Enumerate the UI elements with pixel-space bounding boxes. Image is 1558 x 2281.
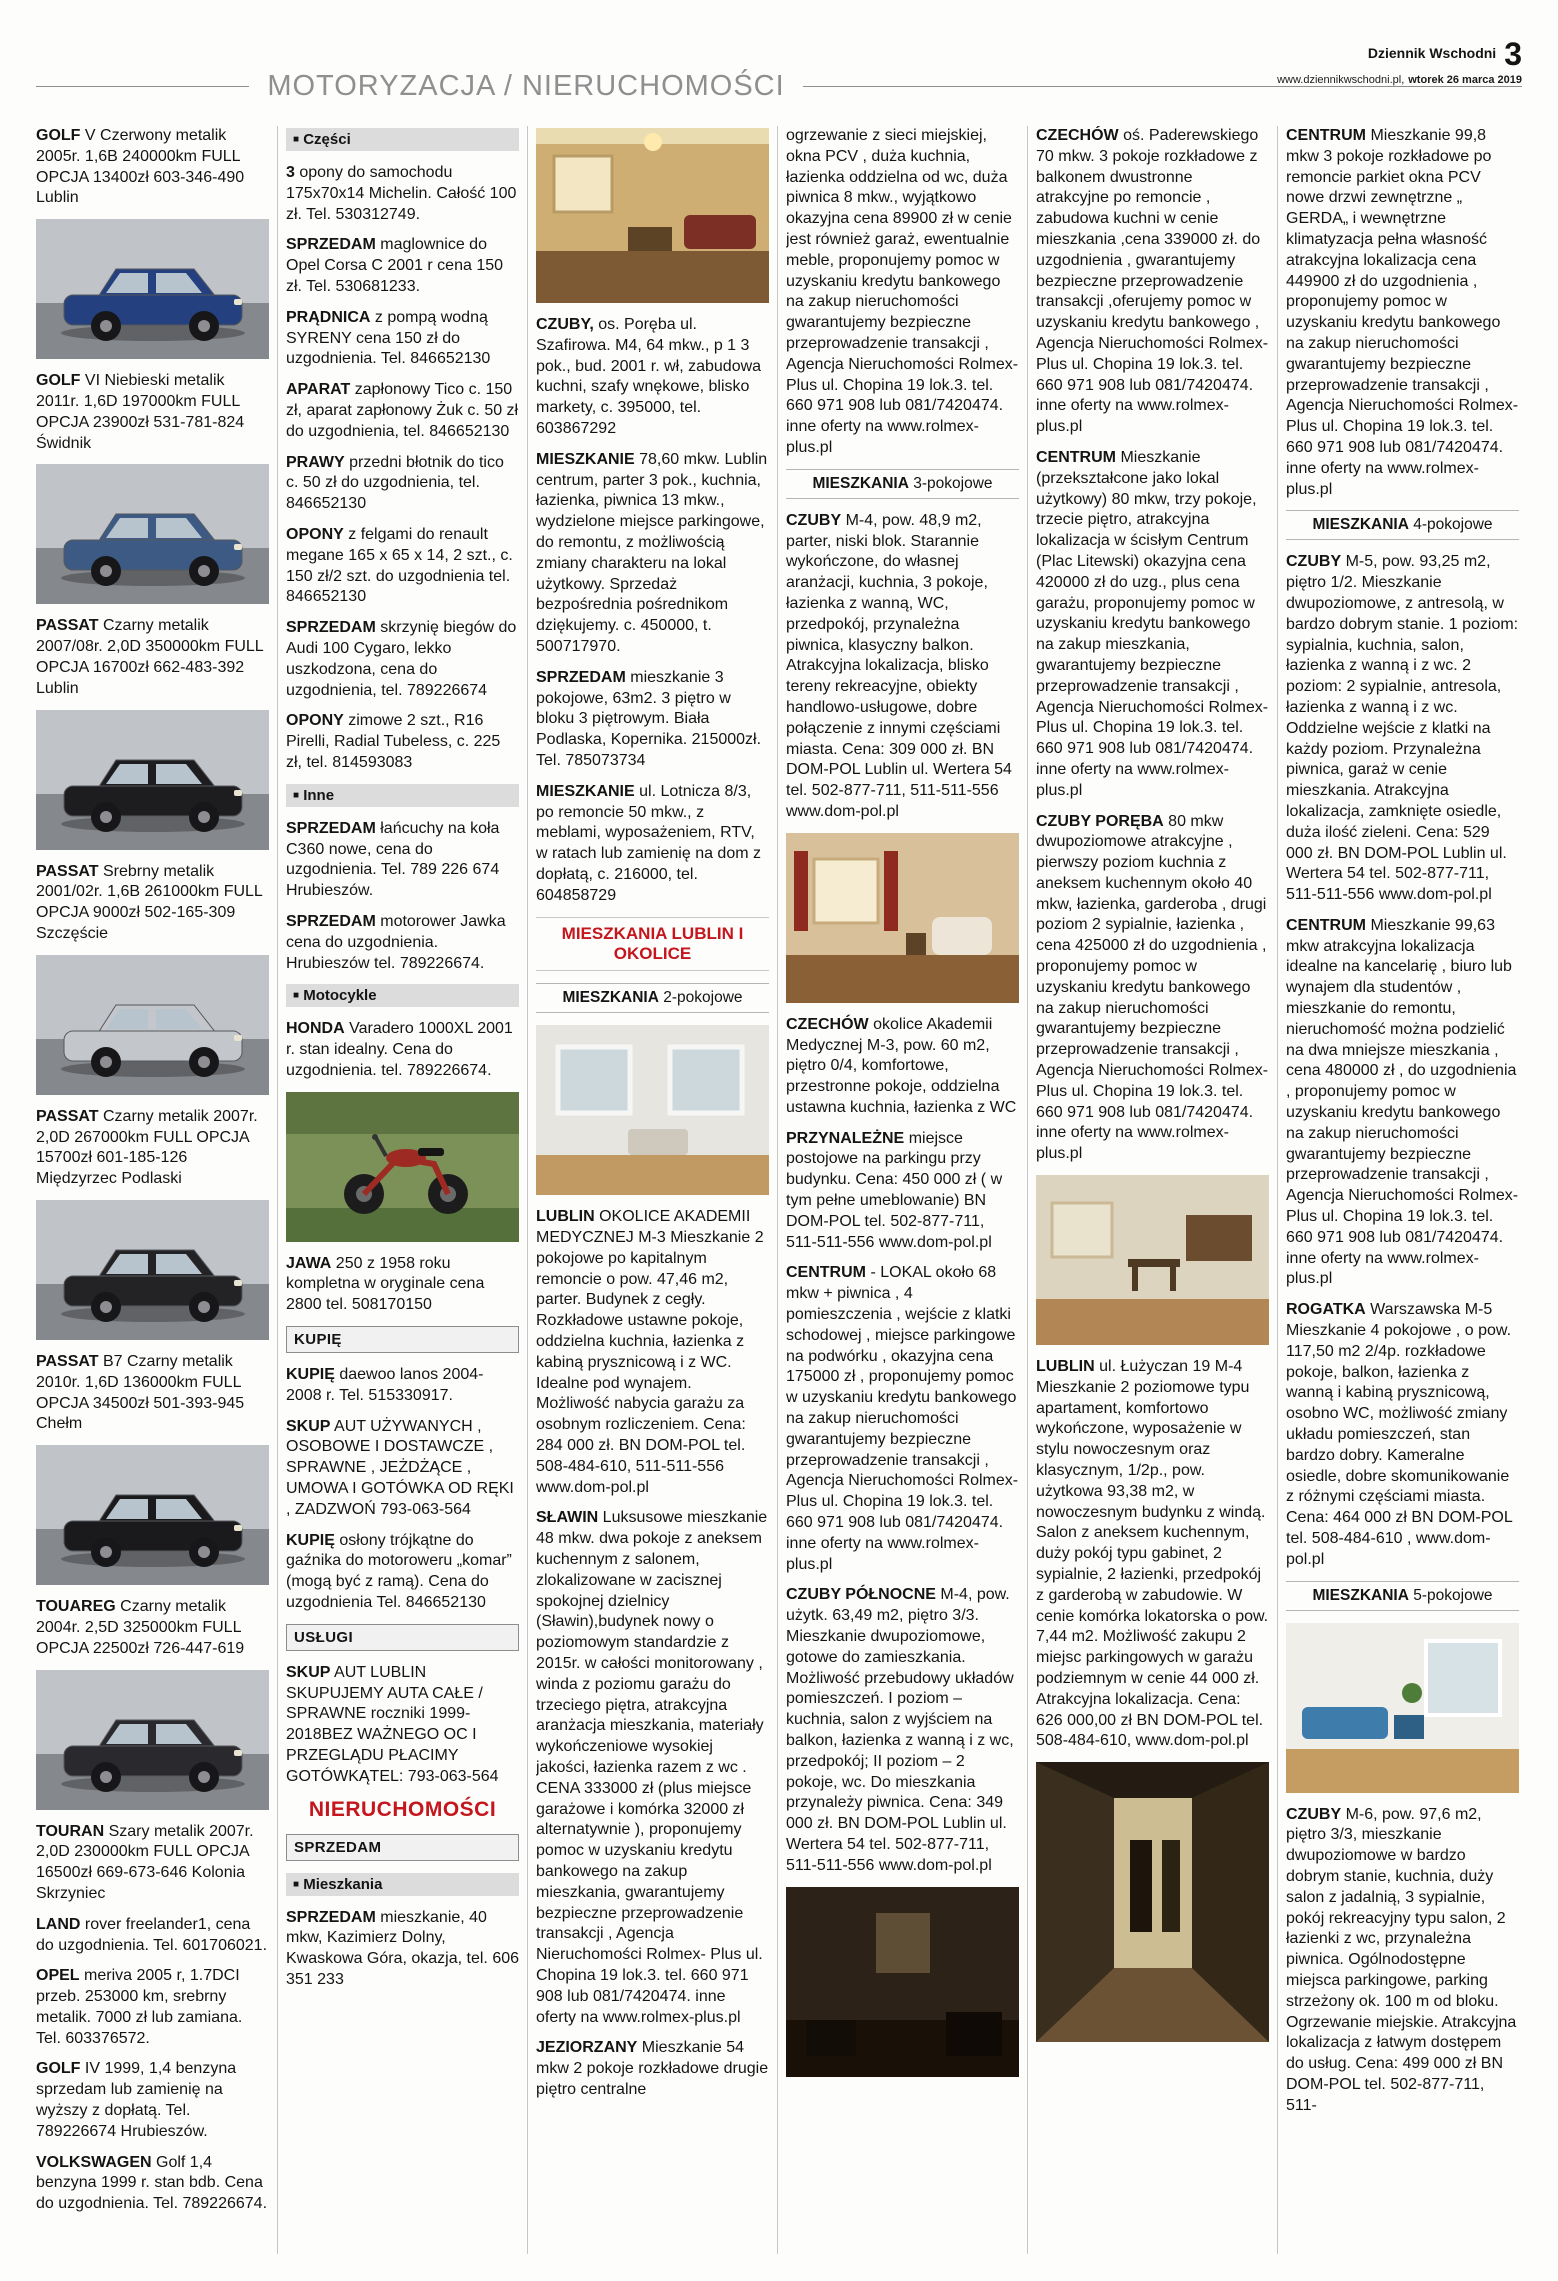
ad-lead: OPEL — [36, 1967, 80, 1985]
classified-ad — [36, 1915, 269, 1957]
ad-text: zapłonowy Tico c. 150 zł, aparat zapłonowy Żuk c. 50 zł do uzgodnienia, tel. 846652130 — [286, 381, 519, 440]
classified-ad — [286, 711, 519, 773]
section-banner-label: MIESZKANIA LUBLIN I OKOLICE — [561, 923, 744, 963]
ad-lead: CENTRUM — [1286, 127, 1366, 144]
listing-category-lead: MIESZKANIA — [562, 989, 659, 1007]
golf-vi-photo — [36, 464, 269, 604]
classified-ad — [1286, 1805, 1519, 2117]
ad-lead: 3 — [286, 164, 295, 181]
section-banner — [286, 1798, 519, 1822]
ad-lead: GOLF — [36, 372, 81, 390]
ad-lead: SPRZEDAM — [286, 1908, 376, 1926]
ad-text: miejsce postojowe na parkingu przy budynku. Cena: 450 000 zł ( w tym pełne umeblowanie) BN DOM-POL tel. 502-877-711, 511-511-556 www.dom-pol.pl — [786, 1129, 1003, 1251]
ad-text: B7 Czarny metalik 2010r. 1,6D 136000km FULL OPCJA 34500zł 501-393-945 Chełm — [36, 1352, 245, 1433]
ad-lead: APARAT — [286, 381, 351, 399]
masthead-top — [1277, 36, 1522, 73]
ad-lead: MIESZKANIE — [536, 450, 635, 468]
ad-text: Szary metalik 2007r. 2,0D 230000km FULL OPCJA 16500zł 669-673-646 Kolonia Skrzyniec — [36, 1822, 254, 1902]
ad-text: opony do samochodu 175x70x14 Michelin. Całość 100 zł. Tel. 530312749. — [286, 164, 517, 223]
category-box-header — [286, 1624, 519, 1651]
classified-ad — [36, 1966, 269, 2049]
classified-ad — [286, 1663, 519, 1788]
ad-lead: PASSAT — [36, 1107, 99, 1125]
category-box-label: USŁUGI — [294, 1628, 354, 1646]
section-title — [186, 66, 866, 105]
classified-ad — [1036, 812, 1269, 1166]
ad-text: maglownice do Opel Corsa C 2001 r cena 150 zł. Tel. 530681233. — [286, 236, 504, 295]
ad-text: osłony trójkątne do gaźnika do motoroweru „komar” (mogą być z ramą). Cena do uzgodnienia Tel. 846652130 — [286, 1531, 512, 1612]
listing-category-header — [536, 983, 769, 1013]
listing-category-label: 5-pokojowe — [1413, 1586, 1493, 1604]
ad-text: M-5, pow. 93,25 m2, piętro 1/2. Mieszkanie dwupoziomowe, z antresolą, w bardzo dobrym stanie. 1 poziom: sypialnia, kuchnia, salon, łazienka z wanną i z wc. 2 poziom: 2 sypialnie, antresola, łazienka z wanną i z wc. Oddzielne wejście z klatki na każdy poziom. Przynależna piwnica, garaż w cenie mieszkania. Atrakcyjna lokalizacja, zamknięte osiedle, duża ilość zieleni. Cena: 529 000 zł. BN DOM-POL Lublin ul. Wertera 54 tel. 502-877-711, 511-511-556 www.dom-pol.pl — [1286, 553, 1519, 904]
ad-text: zimowe 2 szt., R16 Pirelli, Radial Tubeless, c. 225 zł, tel. 814593083 — [286, 712, 501, 771]
motorcycle-photo — [286, 1092, 519, 1242]
classified-ad — [286, 163, 519, 225]
ad-lead: SŁAWIN — [536, 1509, 599, 1527]
ad-text: Mieszkanie 99,63 mkw atrakcyjna lokalizacja idealne na kancelarię , biuro lub wynajem dla studentów , mieszkanie do remontu, nieruchomość można podzielić na dwa mniejsze mieszkania , cena 480000 zł , do uzgodnienia , proponujemy pomoc w uzyskaniu kredytu bankowego na zakup nieruchomości gwarantujemy bezpieczne przeprowadzenie transakcji , Agencja Nieruchomości Rolmex- Plus ul. Chopina 19 lok.3. tel. 660 971 908 lub 081/7420474. inne oferty na www.rolmex-plus.pl — [1286, 916, 1519, 1288]
classified-ad — [286, 235, 519, 297]
ad-lead: CENTRUM — [786, 1264, 866, 1282]
ad-lead: OPONY — [286, 525, 344, 543]
ad-text: VI Niebieski metalik 2011r. 1,6D 197000km FULL OPCJA 23900zł 531-781-824 Świdnik — [36, 372, 245, 452]
ad-text: IV 1999, 1,4 benzyna sprzedam lub zamienię na wyższy z dopłatą. Tel. 789226674 Hrubieszów. — [36, 2060, 237, 2140]
ad-text: z pompą wodną SYRENY cena 150 zł do uzgodnienia. Tel. 846652130 — [286, 308, 491, 368]
column-6 — [1286, 126, 1519, 2254]
page-number: 3 — [1504, 36, 1522, 72]
ad-lead: CZUBY, — [536, 316, 594, 333]
ad-lead: PRĄDNICA — [286, 308, 371, 326]
ad-text: Czarny metalik 2007r. 2,0D 267000km FULL OPCJA 15700zł 601-185-126 Międzyrzec Podlaski — [36, 1107, 258, 1188]
classified-ad — [286, 1417, 519, 1521]
ad-text: z felgami do renault megane 165 x 65 x 14, 2 szt., c. 150 zł/2 szt. do uzgodnienia tel. 846652130 — [286, 525, 513, 606]
ad-text: przedni błotnik do tico c. 50 zł do uzgodnienia, tel. 846652130 — [286, 453, 504, 513]
column-3 — [536, 126, 769, 2254]
column-divider — [777, 126, 778, 2254]
subheader-label: Inne — [303, 786, 335, 804]
classified-ad — [1036, 1357, 1269, 1752]
classified-ad — [36, 1597, 269, 1659]
ad-text: łańcuchy na koła C360 nowe, cena do uzgodnienia. Tel. 789 226 674 Hrubieszów. — [286, 819, 500, 900]
ad-text: Srebrny metalik 2001/02r. 1,6B 261000km FULL OPCJA 9000zł 502-165-309 Szczęście — [36, 862, 263, 942]
ad-text: M-4, pow. 48,9 m2, parter, niski blok. Starannie wykończone, do własnej aranżacji, kuchnia, 3 pokoje, łazienka z wanną, WC, przedpokój, przynależna piwnica, klasyczny balkon. Atrakcyjna lokalizacja, blisko tereny rekreacyjne, obiekty handlowo-usługowe, dobre połączenie z innymi częściami miasta. Cena: 309 000 zł. BN DOM-POL Lublin ul. Wertera 54 tel. 502-877-711, 511-511-556 www.dom-pol.pl — [786, 511, 1012, 820]
ad-lead: GOLF — [36, 2060, 81, 2078]
passat-czarny-photo — [36, 1200, 269, 1340]
ad-lead: CZUBY — [786, 511, 842, 529]
classified-ad — [1286, 1300, 1519, 1570]
passat-b7-photo — [36, 1445, 269, 1585]
classified-ad — [36, 2153, 269, 2215]
classified-ad — [286, 912, 519, 974]
classifieds-columns — [36, 126, 1522, 2254]
ad-lead: PASSAT — [36, 617, 99, 635]
ad-text: mieszkanie, 40 mkw, Kazimierz Dolny, Kwaskowa Góra, okazja, tel. 606 351 233 — [286, 1908, 519, 1989]
ad-text: daewoo lanos 2004-2008 r. Tel. 515330917. — [286, 1366, 484, 1404]
ad-lead: SKUP — [286, 1663, 331, 1681]
column-divider — [527, 126, 528, 2254]
classified-ad — [36, 1822, 269, 1905]
corridor-photo — [1036, 1762, 1269, 2042]
classified-ad — [286, 819, 519, 902]
classified-ad — [286, 453, 519, 515]
classified-ad — [536, 2038, 769, 2100]
ad-lead: PASSAT — [36, 862, 99, 880]
classified-ad — [36, 862, 269, 945]
classified-ad — [1286, 126, 1519, 500]
ad-lead: PRZYNALEŻNE — [786, 1129, 905, 1147]
ad-lead: PASSAT — [36, 1352, 99, 1370]
classified-ad — [536, 315, 769, 440]
ad-lead: MIESZKANIE — [536, 782, 635, 800]
ad-lead: SPRZEDAM — [286, 619, 376, 637]
listing-category-label: 3-pokojowe — [913, 474, 993, 492]
ad-lead: CZUBY PÓŁNOCNE — [786, 1586, 936, 1604]
ad-text: motorower Jawka cena do uzgodnienia. Hrubieszów tel. 789226674. — [286, 912, 506, 972]
ad-lead: JEZIORZANY — [536, 2039, 638, 2057]
category-box-header — [286, 1326, 519, 1353]
ad-lead: CENTRUM — [1036, 448, 1116, 466]
ad-text: okolice Akademii Medycznej M-3, pow. 60 m2, piętro 0/4, komfortowe, przestronne pokoje, oddzielna ustawna kuchnia, łazienka z WC — [786, 1015, 1017, 1116]
ad-lead: KUPIĘ — [286, 1366, 335, 1384]
ad-lead: GOLF — [36, 127, 81, 144]
classified-ad — [286, 1019, 519, 1081]
ad-lead: JAWA — [286, 1254, 332, 1272]
ad-text: M-6, pow. 97,6 m2, piętro 3/3, mieszkanie dwupoziomowe w bardzo dobrym stanie, kuchnia, duży salon z jadalnią, 3 sypialnie, pokój rekreacyjny typu salon, 2 łazienki z wc, przynależna piwnica. Ogólnodostępne miejsca parkingowe, parking strzeżony ok. 100 m od bloku. Ogrzewanie miejskie. Atrakcyjna lokalizacja z łatwym dostępem do usług. Cena: 499 000 zł BN DOM-POL tel. 502-877-711, 511- — [1286, 1805, 1517, 2114]
ad-lead: LUBLIN — [536, 1208, 595, 1226]
ad-text: 80 mkw dwupoziomowe atrakcyjne , pierwszy poziom kuchnia z aneksem kuchennym około 40 mkw, łazienka, garderoba , drugi poziom 2 sypialnie, łazienka , cena 425000 zł do uzgodnienia , proponujemy pomoc w uzyskaniu kredytu bankowego na zakup nieruchomości gwarantujemy bezpieczne przeprowadzenie transakcji , Agencja Nieruchomości Rolmex- Plus ul. Chopina 19 lok.3. tel. 660 971 908 lub 081/7420474. inne oferty na www.rolmex-plus.pl — [1036, 812, 1269, 1163]
subheader-label: Motocykle — [303, 987, 377, 1005]
ad-text: Czarny metalik 2004r. 2,5D 325000km FULL OPCJA 22500zł 726-447-619 — [36, 1598, 245, 1657]
passat-2007-photo — [36, 710, 269, 850]
ad-lead: TOUAREG — [36, 1598, 116, 1616]
ad-text: Czarny metalik 2007/08r. 2,0D 350000km FULL OPCJA 16700zł 662-483-392 Lublin — [36, 617, 264, 697]
ad-lead: KUPIĘ — [286, 1531, 335, 1549]
ad-text: 250 z 1958 roku kompletna w oryginale cena 2800 tel. 508170150 — [286, 1254, 485, 1314]
ad-text: AUT LUBLIN SKUPUJEMY AUTA CAŁE / SPRAWNE roczniki 1999-2018BEZ WAŻNEGO OC I PRZEGLĄDU PŁACIMY GOTÓWKĄTEL: 793-063-564 — [286, 1663, 499, 1785]
ad-lead: HONDA — [286, 1020, 345, 1038]
ad-lead: SKUP — [286, 1417, 331, 1435]
classified-ad — [36, 2059, 269, 2142]
classified-ad — [536, 1207, 769, 1498]
ad-text: V Czerwony metalik 2005r. 1,6B 240000km FULL OPCJA 13400zł 603-346-490 Lublin — [36, 127, 245, 207]
classified-ad — [786, 126, 1019, 459]
ad-text: - LOKAL około 68 mkw + piwnica , 4 pomieszczenia , wejście z klatki schodowej , miejsce parkingowe na podwórku , okazyjna cena 175000 zł , proponujemy pomoc w uzyskaniu kredytu bankowego na zakup nieruchomości gwarantujemy bezpieczne przeprowadzenie transakcji , Agencja Nieruchomości Rolmex- Plus ul. Chopina 19 lok.3. tel. 660 971 908 lub 081/7420474. inne oferty na www.rolmex-plus.pl — [786, 1264, 1019, 1573]
classified-ad — [786, 1263, 1019, 1575]
ad-lead: SPRZEDAM — [286, 819, 376, 837]
blue-interior-photo — [1286, 1623, 1519, 1793]
ad-text: Warszawska M-5 Mieszkanie 4 pokojowe , o pow. 117,50 m2 2/4p. rozkładowe pokoje, balkon, łazienka z wanną i kabiną prysznicową, osobno WC, możliwość zmiany układu pomieszczeń, stan bardzo dobry. Kameralne osiedle, dobre skomunikowanie z różnymi częściami miasta. Cena: 464 000 zł BN DOM-POL tel. 508-484-610 , www.dom-pol.pl — [1286, 1301, 1513, 1568]
column-2 — [286, 126, 519, 2254]
classified-ad — [36, 616, 269, 699]
dark-room-photo — [786, 1887, 1019, 2077]
listing-category-header — [1286, 1581, 1519, 1611]
page-header — [36, 12, 1522, 114]
classified-ad — [286, 1365, 519, 1407]
section-subheader — [286, 1873, 519, 1896]
ad-text: Mieszkanie (przekształcone jako lokal użytkowy) 80 mkw, trzy pokoje, trzecie piętro, atrakcyjna lokalizacja w ścisłym Centrum (Plac Litewski) okazyjna cena 420000 zł do uzg., plus cena garażu, proponujemy pomoc w uzyskaniu kredytu bankowego na zakup mieszkania, gwarantujemy bezpieczne przeprowadzenie transakcji , Agencja Nieruchomości Rolmex- Plus ul. Chopina 19 lok.3. tel. 660 971 908 lub 081/7420474. inne oferty na www.rolmex-plus.pl — [1036, 448, 1269, 799]
ad-text: M-4, pow. użytk. 63,49 m2, piętro 3/3. Mieszkanie dwupoziomowe, gotowe do zamieszkania. Możliwość przebudowy układów pomieszczeń. I poziom – kuchnia, salon z wyjściem na balkon, łazienka z wanną i z wc, przedpokój; II poziom – 2 pokoje, wc. Do mieszkania przynależy piwnica. Cena: 349 000 zł. BN DOM-POL Lublin ul. Wertera 54 tel. 502-877-711, 511-511-556 www.dom-pol.pl — [786, 1586, 1014, 1874]
ad-text: skrzynię biegów do Audi 100 Cygaro, lekko uszkodzona, cena do uzgodnienia, tel. 789226674 — [286, 619, 517, 699]
ad-text: Mieszkanie 99,8 mkw 3 pokoje rozkładowe po remoncie parkiet okna PCV nowe drzwi zewnętrzne „ GERDA„ i wewnętrzne klimatyzacja pełna własność atrakcyjna lokalizacja cena 449900 zł do uzgodnienia , proponujemy pomoc w uzyskaniu kredytu bankowego na zakup nieruchomości gwarantujemy bezpieczne przeprowadzenie transakcji , Agencja Nieruchomości Rolmex- Plus ul. Chopina 19 lok.3. tel. 660 971 908 lub 081/7420474. inne oferty na www.rolmex-plus.pl — [1286, 127, 1519, 498]
listing-category-label: 2-pokojowe — [663, 989, 743, 1007]
ad-lead: ROGATKA — [1286, 1301, 1366, 1319]
section-banner — [536, 917, 769, 972]
ad-lead: LAND — [36, 1915, 81, 1933]
section-title-text: MOTORYZACJA / NIERUCHOMOŚCI — [249, 67, 802, 105]
ad-lead: SPRZEDAM — [286, 236, 376, 254]
classified-ad — [36, 1352, 269, 1435]
square-bullet-icon: ■ — [293, 990, 300, 1002]
classified-ad — [536, 668, 769, 772]
section-banner-label: NIERUCHOMOŚCI — [308, 1797, 497, 1821]
listing-category-lead: MIESZKANIA — [1312, 516, 1409, 534]
classified-ad — [286, 1254, 519, 1316]
section-subheader — [286, 128, 519, 151]
apartment-photo — [786, 833, 1019, 1003]
masthead — [1277, 36, 1522, 86]
section-subheader — [286, 984, 519, 1007]
classified-ad — [786, 1015, 1019, 1119]
category-box-label: KUPIĘ — [294, 1331, 342, 1349]
classified-ad — [536, 450, 769, 658]
column-4 — [786, 126, 1019, 2254]
classified-ad — [286, 380, 519, 442]
ad-text: ul. Łużyczan 19 M-4 Mieszkanie 2 poziomowe typu apartament, komfortowo wykończone, wyposażenie w stylu nowoczesnym oraz klasycznym, 1/2p., pow. użytkowa 93,38 m2, w nowoczesnym budynku z windą. Salon z aneksem kuchennym, duży pokój typu gabinet, 2 sypialnie, 2 łazienki, przedpokój z garderobą w zabudowie. W cenie komórka lokatorska o pow. 7,44 m2. Możliwość zakupu 2 miejsc parkingowych w garażu podziemnym w cenie 44 000 zł. Atrakcyjna lokalizacja. Cena: 626 000,00 zł BN DOM-POL tel. 508-484-610, www.dom-pol.pl — [1036, 1358, 1269, 1750]
ad-text: ogrzewanie z sieci miejskiej, okna PCV , duża kuchnia, łazienka oddzielna od wc, duża piwnica 8 mkw., wyjątkowo okazyjna cena 89900 zł w cenie jest również garaż, ewentualnie meble, proponujemy pomoc w uzyskaniu kredytu bankowego na zakup nieruchomości gwarantujemy bezpieczne przeprowadzenie transakcji , Agencja Nieruchomości Rolmex- Plus ul. Chopina 19 lok.3. tel. 660 971 908 lub 081/7420474. inne oferty na www.rolmex-plus.pl — [786, 127, 1019, 456]
bright-room-photo — [536, 1025, 769, 1195]
classified-ad — [286, 308, 519, 370]
ad-text: rover freelander1, cena do uzgodnienia. Tel. 601706021. — [36, 1915, 268, 1954]
classified-ad — [786, 511, 1019, 823]
ad-lead: TOURAN — [36, 1822, 105, 1840]
column-divider — [1027, 126, 1028, 2254]
ad-text: Luksusowe mieszkanie 48 mkw. dwa pokoje z aneksem kuchennym z salonem, zlokalizowane w zacisznej spokojnej dzielnicy (Sławin),budynek nowy o poziomowym standardzie z 2015r. w całości monitorowany , winda z poziomu garażu do trzeciego piętra, atrakcyjna aranżacja mieszkania, materiały wykończeniowe wysokiej jakości, łazienka razem z wc . CENA 333000 zł (plus miejsce garażowe i komórka 32000 zł alternatywnie ), proponujemy pomoc w uzyskaniu kredytu bankowego na zakup mieszkania, gwarantujemy bezpieczne przeprowadzenie transakcji , Agencja Nieruchomości Rolmex- Plus ul. Chopina 19 lok.3. tel. 660 971 908 lub 081/7420474. inne oferty na www.rolmex-plus.pl — [536, 1509, 768, 2026]
listing-category-header — [1286, 510, 1519, 540]
square-bullet-icon: ■ — [293, 789, 300, 801]
classified-ad — [36, 1107, 269, 1190]
classified-ad — [286, 1531, 519, 1614]
listing-category-label: 4-pokojowe — [1413, 516, 1493, 534]
square-bullet-icon: ■ — [293, 1878, 300, 1890]
classified-ad — [786, 1129, 1019, 1254]
ad-lead: SPRZEDAM — [286, 912, 376, 930]
masthead-title: Dziennik Wschodni — [1367, 45, 1497, 61]
listing-category-lead: MIESZKANIA — [1312, 1586, 1409, 1604]
living-room-photo — [536, 128, 769, 303]
ad-lead: LUBLIN — [1036, 1358, 1095, 1376]
classified-ad — [286, 618, 519, 701]
classified-ad — [36, 371, 269, 454]
column-1 — [36, 126, 269, 2254]
column-divider — [1277, 126, 1278, 2254]
ad-lead: VOLKSWAGEN — [36, 2153, 152, 2171]
golf-v-photo — [36, 219, 269, 359]
ad-text: ul. Lotnicza 8/3, po remoncie 50 mkw., z meblami, wyposażeniem, RTV, w ratach lub zamienię na dom z dopłatą, c. 216000, tel. 604858729 — [536, 782, 761, 904]
classified-ad — [786, 1585, 1019, 1876]
section-subheader — [286, 784, 519, 807]
ad-lead: CENTRUM — [1286, 916, 1366, 934]
classified-ad — [1036, 126, 1269, 438]
category-box-label: SPRZEDAM — [294, 1838, 382, 1856]
ad-text: Mieszkanie 54 mkw 2 pokoje rozkładowe drugie piętro centralne — [536, 2039, 769, 2098]
ad-text: meriva 2005 r, 1.7DCI przeb. 253000 km, srebrny metalik. 7000 zł lub zamiana. Tel. 603376572. — [36, 1967, 243, 2047]
category-box-header — [286, 1834, 519, 1861]
ad-lead: CZECHÓW — [1036, 127, 1119, 144]
column-divider — [277, 126, 278, 2254]
classified-ad — [1286, 552, 1519, 906]
subheader-label: Części — [303, 131, 351, 148]
classified-ad — [1286, 916, 1519, 1290]
column-5 — [1036, 126, 1269, 2254]
classified-ad — [536, 782, 769, 907]
ad-lead: CZUBY PORĘBA — [1036, 812, 1164, 830]
ad-lead: OPONY — [286, 712, 344, 730]
ad-text: oś. Paderewskiego 70 mkw. 3 pokoje rozkładowe z balkonem dwustronne atrakcyjne po remoncie , zabudowa kuchni w cenie mieszkania ,cena 339000 zł. do uzgodnienia , gwarantujemy bezpieczne przeprowadzenie transakcji ,oferujemy pomoc w uzyskaniu kredytu bankowego , Agencja Nieruchomości Rolmex- Plus ul. Chopina 19 lok.3. tel. 660 971 908 lub 081/7420474. inne oferty na www.rolmex-plus.pl — [1036, 127, 1269, 436]
listing-category-lead: MIESZKANIA — [812, 474, 909, 492]
classified-ad — [286, 525, 519, 608]
listing-category-header — [786, 469, 1019, 499]
ad-lead: CZECHÓW — [786, 1015, 869, 1033]
ad-text: 78,60 mkw. Lublin centrum, parter 3 pok., kuchnia, łazienka, piwnica 13 mkw., wydzielone miejsce parkingowe, do remontu, z możliwością zmiany charakteru na lokal użytkowy. Sprzedaż bezpośrednia pośrednikom dziękujemy. c. 450000, t. 500717970. — [536, 450, 768, 655]
passat-srebrny-photo — [36, 955, 269, 1095]
square-bullet-icon: ■ — [293, 134, 300, 145]
ad-lead: PRAWY — [286, 453, 345, 471]
classified-ad — [536, 1508, 769, 2028]
dateline — [1277, 74, 1522, 86]
classified-ad — [36, 126, 269, 209]
ad-text: Varadero 1000XL 2001 r. stan idealny. Cena do uzgodnienia. tel. 789226674. — [286, 1020, 513, 1079]
classified-ad — [286, 1908, 519, 1991]
classified-ad — [1036, 448, 1269, 802]
ad-text: os. Poręba ul. Szafirowa. M4, 64 mkw., p 1 3 pok., bud. 2001 r. wł, zabudowa kuchni, szafy wnękowe, blisko markety, c. 395000, tel. 603867292 — [536, 316, 762, 437]
subheader-label: Mieszkania — [303, 1875, 383, 1893]
ad-lead: CZUBY — [1286, 1805, 1342, 1823]
kitchen-photo — [1036, 1175, 1269, 1345]
website-url: www.dziennikwschodni.pl, — [1277, 74, 1405, 86]
ad-text: OKOLICE AKADEMII MEDYCZNEJ M-3 Mieszkanie 2 pokojowe po kapitalnym remoncie o pow. 47,46 m2, parter. Budynek z cegły. Rozkładowe ustawne pokoje, oddzielna kuchnia, łazienka z kabiną prysznicową i z WC. Idealne pod wynajem. Możliwość nabycia garażu za osobnym rozliczeniem. Cena: 284 000 zł. BN DOM-POL tel. 508-484-610, 511-511-556 www.dom-pol.pl — [536, 1208, 764, 1496]
ad-text: Golf 1,4 benzyna 1999 r. stan bdb. Cena do uzgodnienia. Tel. 789226674. — [36, 2153, 268, 2213]
issue-date: wtorek 26 marca 2019 — [1408, 74, 1522, 86]
ad-text: mieszkanie 3 pokojowe, 63m2. 3 piętro w bloku 3 piętrowym. Biała Podlaska, Kopernika. 215000zł. Tel. 785073734 — [536, 668, 762, 769]
ad-lead: CZUBY — [1286, 553, 1342, 571]
touareg-photo — [36, 1670, 269, 1810]
ad-text: AUT UŻYWANYCH , OSOBOWE I DOSTAWCZE , SPRAWNE , JEŻDŻĄCE , UMOWA I GOTÓWKA OD RĘKI , ZADZWOŃ 793-063-564 — [286, 1417, 514, 1518]
ad-lead: SPRZEDAM — [536, 668, 626, 686]
